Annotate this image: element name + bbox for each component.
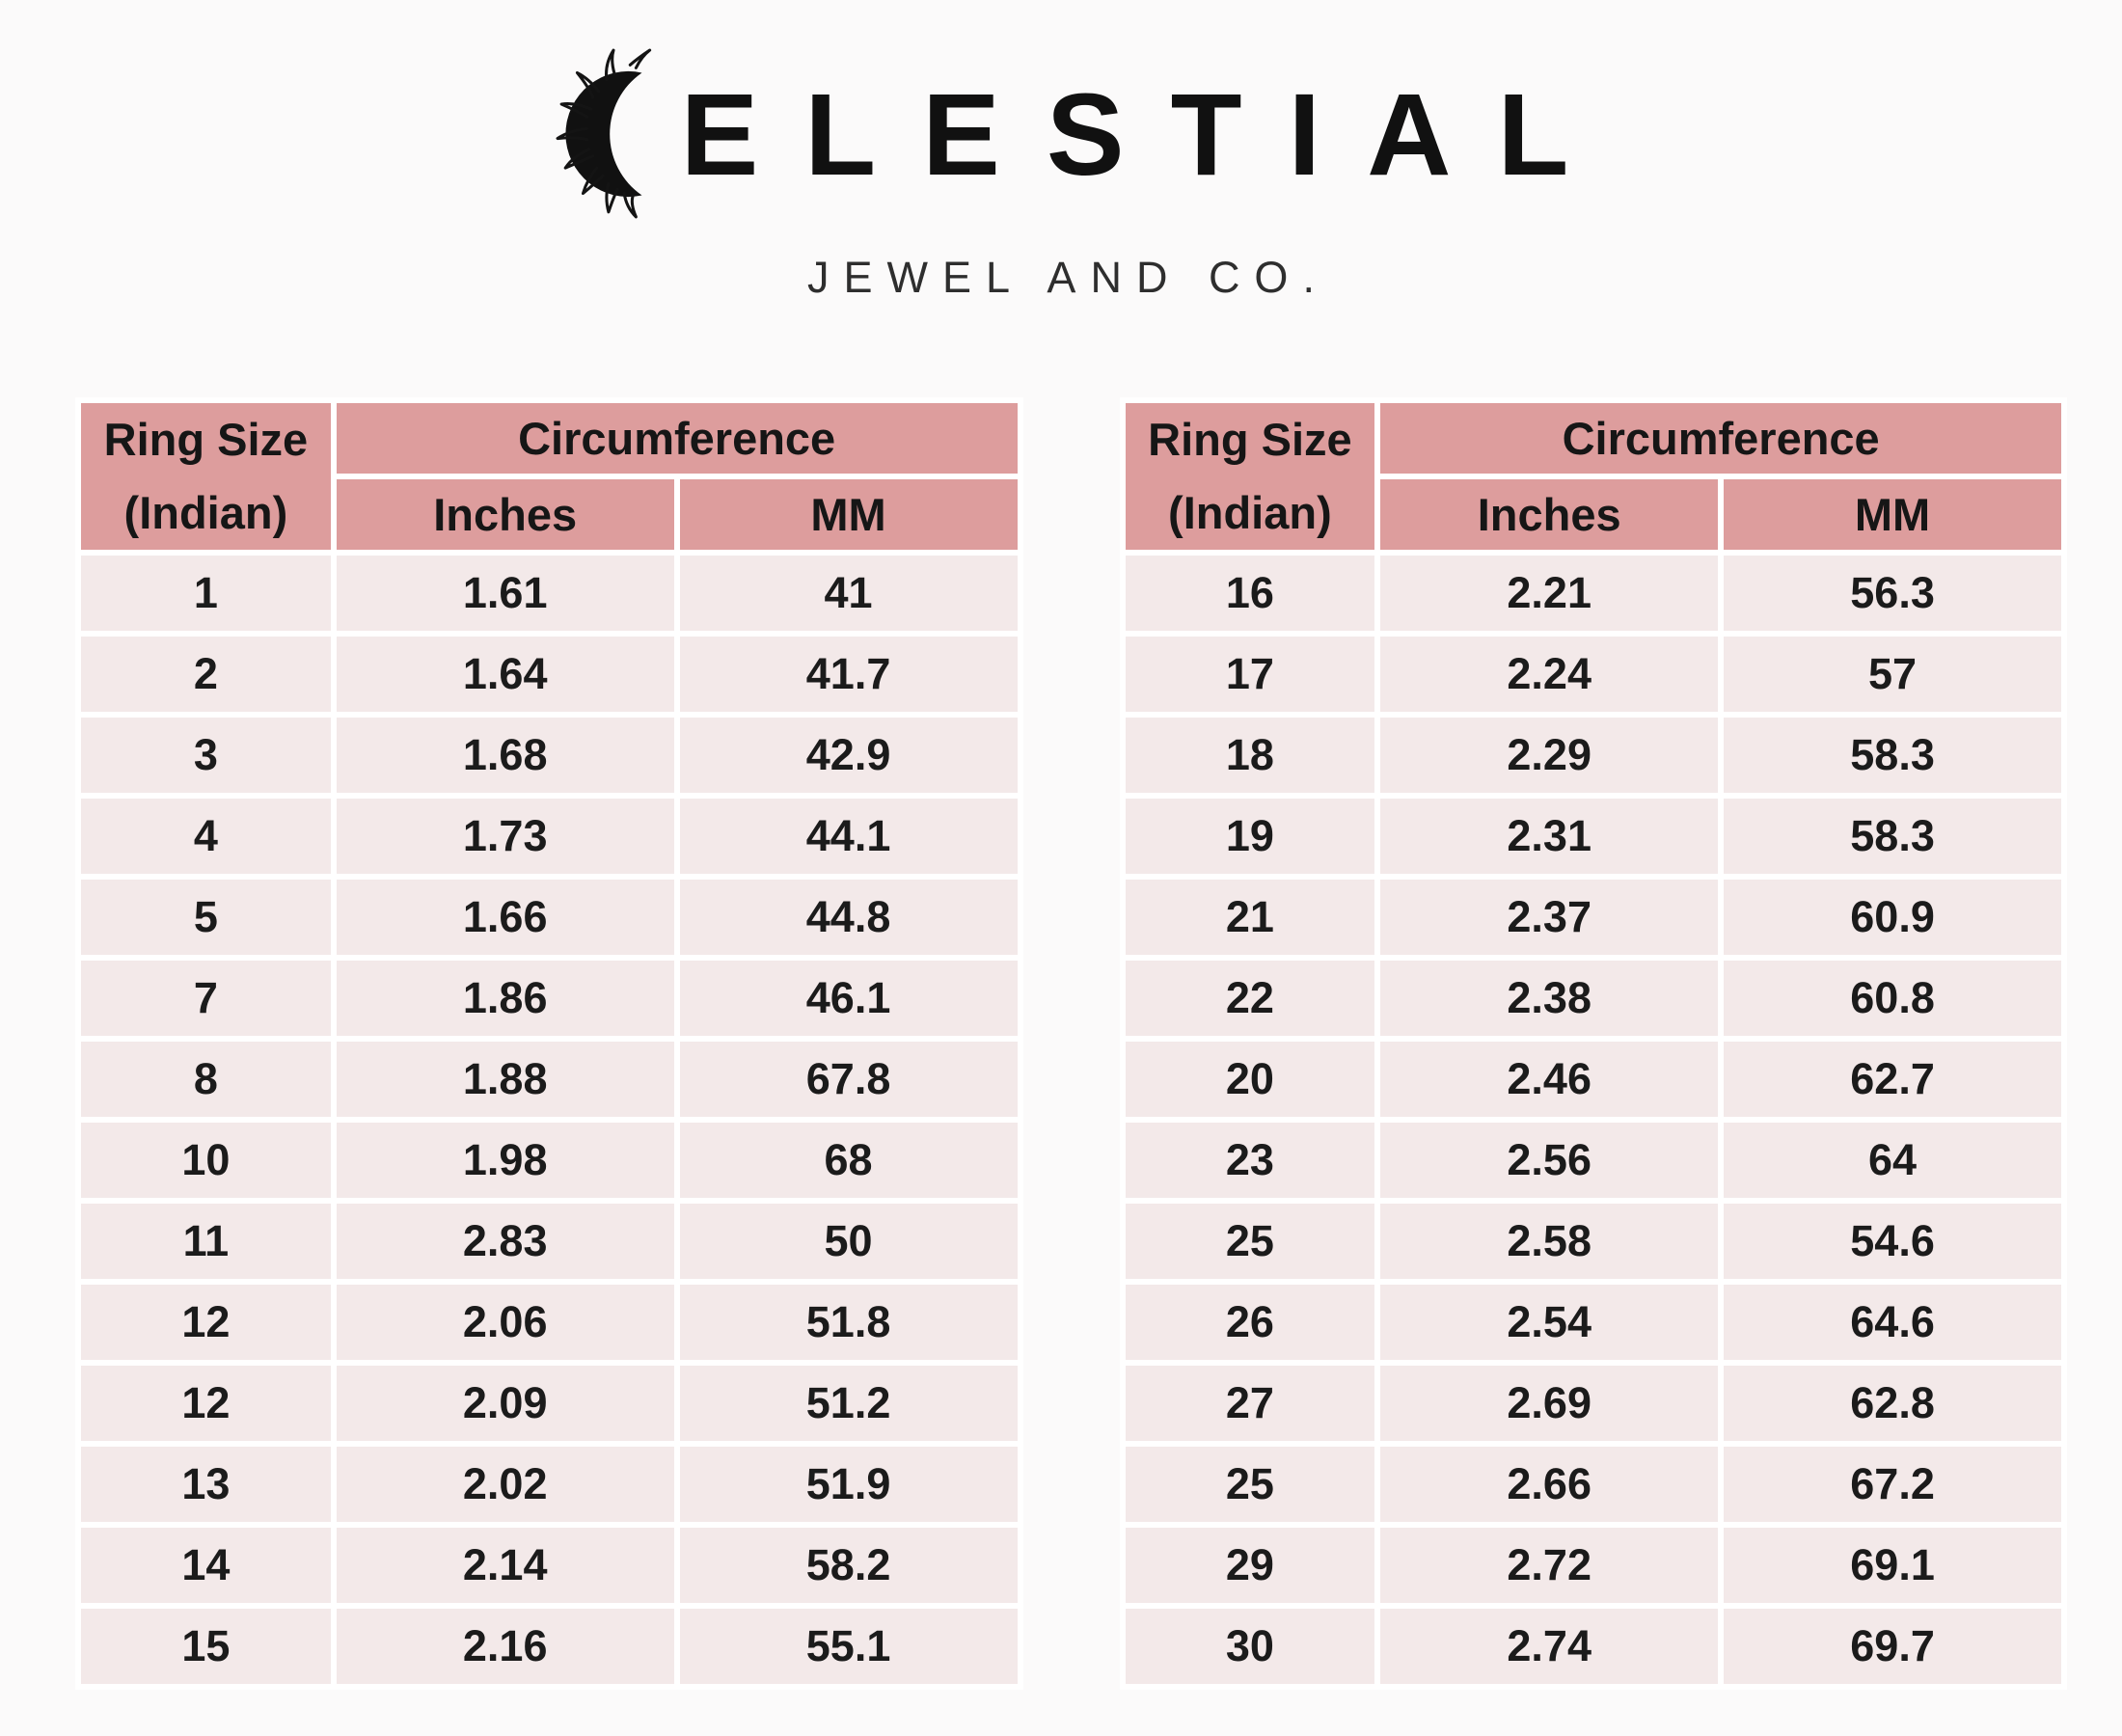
table-cell: 22 (1126, 961, 1375, 1036)
table-cell: 68 (680, 1123, 1018, 1198)
table-cell: 2.74 (1380, 1609, 1718, 1684)
table-cell: 23 (1126, 1123, 1375, 1198)
table-cell: 44.8 (680, 880, 1018, 955)
table-cell: 2 (81, 637, 331, 712)
table-cell: 1.98 (337, 1123, 674, 1198)
table-cell: 64.6 (1724, 1285, 2061, 1360)
table-cell: 3 (81, 718, 331, 793)
ring-size-header-line1: Ring Size (1148, 414, 1352, 466)
table-row (1126, 1366, 2062, 1441)
ring-size-charts (0, 397, 2122, 1690)
table-cell: 62.7 (1724, 1042, 2061, 1117)
ring-size-table-left-wrap (75, 397, 1023, 1690)
table-row (81, 1285, 1018, 1360)
table-cell: 12 (81, 1285, 331, 1360)
table-cell: 2.66 (1380, 1447, 1718, 1522)
table-row (1126, 1204, 2062, 1279)
table-cell: 69.1 (1724, 1528, 2061, 1603)
table-cell: 2.09 (337, 1366, 674, 1441)
table-cell: 50 (680, 1204, 1018, 1279)
table-cell: 2.56 (1380, 1123, 1718, 1198)
table-cell: 56.3 (1724, 556, 2061, 631)
table-cell: 12 (81, 1366, 331, 1441)
table-cell: 30 (1126, 1609, 1375, 1684)
ring-size-header-line2: (Indian) (123, 487, 288, 539)
table-cell: 2.02 (337, 1447, 674, 1522)
ring-size-table-left (75, 397, 1023, 1690)
table-cell: 2.54 (1380, 1285, 1718, 1360)
table-cell: 2.72 (1380, 1528, 1718, 1603)
table-row (1126, 961, 2062, 1036)
table-cell: 42.9 (680, 718, 1018, 793)
table-cell: 20 (1126, 1042, 1375, 1117)
table-cell: 58.2 (680, 1528, 1018, 1603)
table-cell: 27 (1126, 1366, 1375, 1441)
table-cell: 54.6 (1724, 1204, 2061, 1279)
table-cell: 51.8 (680, 1285, 1018, 1360)
table-cell: 2.83 (337, 1204, 674, 1279)
table-cell: 1 (81, 556, 331, 631)
table-row (1126, 799, 2062, 874)
table-cell: 55.1 (680, 1609, 1018, 1684)
ring-size-header-line1: Ring Size (103, 414, 309, 466)
table-row (81, 1447, 1018, 1522)
table-cell: 15 (81, 1609, 331, 1684)
table-cell: 5 (81, 880, 331, 955)
ring-size-table-right (1120, 397, 2068, 1690)
table-cell: 62.8 (1724, 1366, 2061, 1441)
table-cell: 2.69 (1380, 1366, 1718, 1441)
table-cell: 46.1 (680, 961, 1018, 1036)
inches-header: Inches (337, 479, 674, 550)
table-cell: 2.46 (1380, 1042, 1718, 1117)
table-cell: 2.29 (1380, 718, 1718, 793)
table-cell: 7 (81, 961, 331, 1036)
table-cell: 2.37 (1380, 880, 1718, 955)
table-cell: 1.86 (337, 961, 674, 1036)
circumference-header: Circumference (1380, 403, 2061, 474)
table-cell: 1.64 (337, 637, 674, 712)
table-cell: 16 (1126, 556, 1375, 631)
table-row (81, 1609, 1018, 1684)
table-cell: 44.1 (680, 799, 1018, 874)
table-row (1126, 556, 2062, 631)
table-row (81, 1042, 1018, 1117)
table-cell: 64 (1724, 1123, 2061, 1198)
brand-subtitle: JEWEL AND CO. (807, 253, 1329, 302)
table-cell: 29 (1126, 1528, 1375, 1603)
table-row (81, 880, 1018, 955)
table-row (81, 718, 1018, 793)
table-row (1126, 1123, 2062, 1198)
sun-crescent-icon (554, 48, 671, 220)
table-row (81, 1123, 1018, 1198)
table-cell: 67.8 (680, 1042, 1018, 1117)
table-body (1126, 556, 2062, 1684)
table-cell: 58.3 (1724, 799, 2061, 874)
table-cell: 2.14 (337, 1528, 674, 1603)
table-cell: 18 (1126, 718, 1375, 793)
table-row (1126, 637, 2062, 712)
brand-wordmark: ELESTIAL (680, 68, 1616, 200)
table-cell: 41 (680, 556, 1018, 631)
table-cell: 26 (1126, 1285, 1375, 1360)
table-row (1126, 1528, 2062, 1603)
inches-header: Inches (1380, 479, 1718, 550)
table-row (81, 961, 1018, 1036)
table-cell: 1.88 (337, 1042, 674, 1117)
brand-header (0, 0, 2122, 303)
table-cell: 2.16 (337, 1609, 674, 1684)
table-cell: 51.9 (680, 1447, 1018, 1522)
table-cell: 58.3 (1724, 718, 2061, 793)
table-row (81, 1366, 1018, 1441)
table-cell: 69.7 (1724, 1609, 2061, 1684)
table-body (81, 556, 1018, 1684)
table-row (1126, 1447, 2062, 1522)
table-row (1126, 1042, 2062, 1117)
table-cell: 25 (1126, 1447, 1375, 1522)
table-cell: 25 (1126, 1204, 1375, 1279)
table-cell: 14 (81, 1528, 331, 1603)
table-cell: 4 (81, 799, 331, 874)
table-cell: 1.61 (337, 556, 674, 631)
table-cell: 17 (1126, 637, 1375, 712)
table-row (81, 1204, 1018, 1279)
table-cell: 67.2 (1724, 1447, 2061, 1522)
brand-logo (0, 48, 2122, 220)
table-row (1126, 1609, 2062, 1684)
table-cell: 2.24 (1380, 637, 1718, 712)
table-row (81, 556, 1018, 631)
table-cell: 60.8 (1724, 961, 2061, 1036)
table-cell: 1.73 (337, 799, 674, 874)
table-row (1126, 880, 2062, 955)
circumference-header: Circumference (337, 403, 1018, 474)
table-cell: 2.31 (1380, 799, 1718, 874)
table-cell: 11 (81, 1204, 331, 1279)
table-cell: 8 (81, 1042, 331, 1117)
mm-header: MM (680, 479, 1018, 550)
table-cell: 60.9 (1724, 880, 2061, 955)
table-cell: 57 (1724, 637, 2061, 712)
ring-size-header-line2: (Indian) (1168, 487, 1332, 539)
table-cell: 51.2 (680, 1366, 1018, 1441)
table-cell: 13 (81, 1447, 331, 1522)
table-row (81, 1528, 1018, 1603)
table-cell: 2.06 (337, 1285, 674, 1360)
table-row (1126, 718, 2062, 793)
table-cell: 10 (81, 1123, 331, 1198)
table-cell: 1.66 (337, 880, 674, 955)
table-cell: 2.38 (1380, 961, 1718, 1036)
table-cell: 2.21 (1380, 556, 1718, 631)
table-cell: 2.58 (1380, 1204, 1718, 1279)
table-cell: 41.7 (680, 637, 1018, 712)
table-cell: 1.68 (337, 718, 674, 793)
table-row (81, 799, 1018, 874)
ring-size-header (81, 403, 331, 550)
table-row (1126, 1285, 2062, 1360)
mm-header: MM (1724, 479, 2061, 550)
table-row (81, 637, 1018, 712)
table-cell: 21 (1126, 880, 1375, 955)
ring-size-header (1126, 403, 1375, 550)
table-cell: 19 (1126, 799, 1375, 874)
ring-size-table-right-wrap (1120, 397, 2068, 1690)
